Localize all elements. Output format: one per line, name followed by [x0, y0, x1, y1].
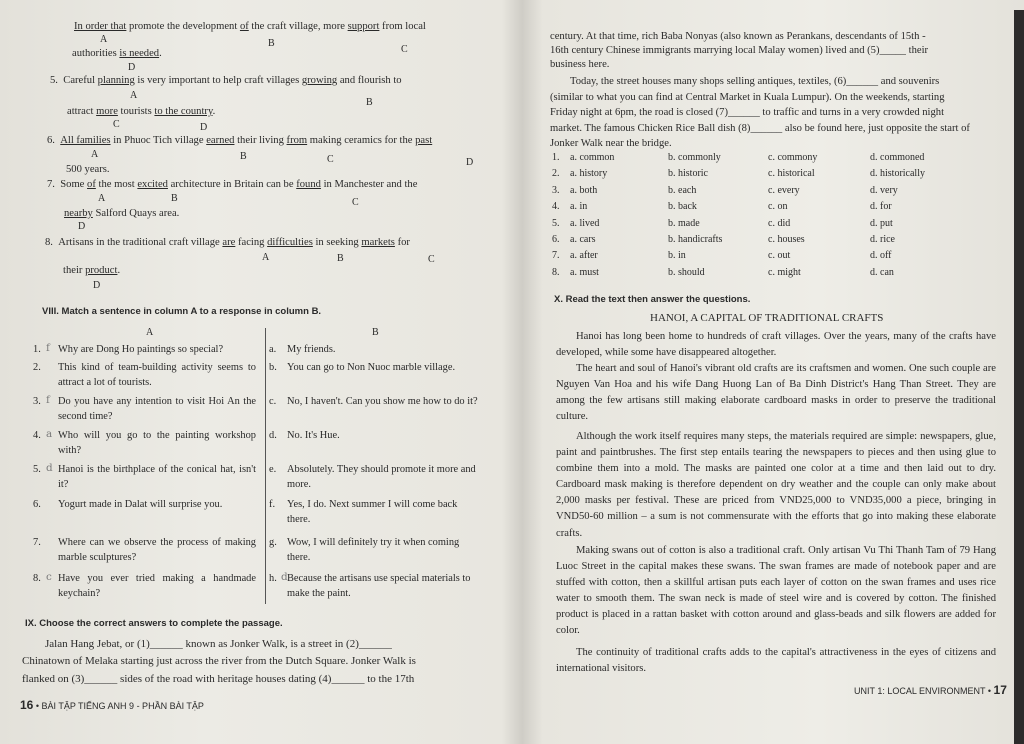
reading-paragraph: The heart and soul of Hanoi's vibrant old crafts are its craftsmen and women. One such couple are Nguyen Van Hoa and his wife Dang Huong Lan of Ba Dinh District's Hang Than Street. They are among the few artisans still making elaborate cardboard masks in order to preserve the traditional culture.	[556, 363, 996, 423]
match-a-text: Where can we observe the process of making marble sculptures?	[58, 537, 256, 563]
option-a: a. in	[570, 201, 588, 213]
q6-label-a: A	[91, 149, 99, 160]
option-c: c. commony	[768, 152, 818, 163]
q6-label-d: D	[466, 157, 474, 168]
section-9-title: IX. Choose the correct answers to complete the passage.	[25, 618, 283, 629]
option-a: a. cars	[570, 234, 596, 245]
q5-label-d: D	[200, 122, 208, 133]
option-d: d. historically	[870, 168, 925, 180]
handwritten-answer: f	[46, 394, 50, 406]
option-number: 6.	[552, 234, 560, 245]
q5-label-c: C	[113, 119, 120, 130]
match-a-text: This kind of team-building activity seems to attract a lot of tourists.	[58, 362, 256, 388]
q8-label-d: D	[93, 280, 101, 291]
q8-line1: 8. Artisans in the traditional craft village are facing difficulties in seeking markets for	[45, 237, 410, 248]
option-number: 7.	[552, 250, 560, 262]
option-d: d. put	[870, 217, 893, 229]
match-a-number: 5.	[33, 464, 41, 475]
q8-line2: their product.	[63, 265, 121, 276]
match-b-text: You can go to Non Nuoc marble village.	[287, 362, 456, 373]
q7-label-c: C	[352, 197, 359, 208]
match-b-letter: c.	[269, 396, 277, 407]
option-d: d. very	[870, 184, 898, 196]
reading-paragraph: Although the work itself requires many steps, the materials required are simple: newspapers, glue, paint and paintbrushes. The first step entails tearing the newspapers to pieces and then using glue to combine them into a mold. The masks are painted one color at a time and then laid out to dry. Cardboard mask making is therefore dependent on dry weather and the couple can only make about 2,000 masks per festival. These are priced from VND25,000 to VND35,000 a piece, bringing in VND50-60 million – a sum is not commensurate with the efforts that go into making these elaborate crafts.	[556, 431, 996, 539]
q4-label-d: D	[128, 62, 136, 73]
option-a: a. both	[570, 184, 598, 196]
column-a-header: A	[146, 327, 154, 338]
q4-line1: In order that promote the development of the craft village, more support from local	[74, 21, 426, 32]
handwritten-answer: d	[46, 462, 53, 474]
left-footer: 16 • BÀI TẬP TIẾNG ANH 9 - PHẦN BÀI TẬP	[20, 698, 204, 712]
option-b: b. made	[668, 217, 700, 229]
handwritten-answer: d	[281, 571, 288, 583]
passage-line-3: flanked on (3)______ sides of the road with heritage houses dating (4)______ to the 17th	[22, 673, 415, 685]
match-b-text: Wow, I will definitely try it when coming there.	[287, 537, 460, 563]
option-d: d. commoned	[870, 152, 925, 163]
q6-line2: 500 years.	[66, 164, 110, 175]
passage-cont-line-1: century. At that time, rich Baba Nonyas (also known as Perankans, descendants of 15th -	[550, 31, 926, 42]
match-b-text: My friends.	[287, 344, 336, 355]
match-b-letter: b.	[269, 362, 277, 373]
handwritten-answer: c	[46, 571, 52, 583]
option-b: b. in	[668, 250, 686, 262]
option-d: d. rice	[870, 234, 895, 245]
passage-cont-line-3: business here.	[550, 59, 610, 70]
q8-label-b: B	[337, 253, 344, 264]
q5-label-a: A	[130, 90, 138, 101]
match-b-letter: h.	[269, 573, 277, 584]
q6-line1: 6. All families in Phuoc Tich village earned their living from making ceramics for the past	[47, 135, 433, 146]
q8-label-a: A	[262, 252, 270, 263]
option-b: b. handicrafts	[668, 234, 723, 245]
page-number-right: 17	[993, 683, 1007, 697]
option-number: 8.	[552, 266, 560, 278]
q7-label-a: A	[98, 193, 106, 204]
q4-line2: authorities is needed.	[72, 48, 162, 59]
option-d: d. off	[870, 250, 892, 262]
handwritten-answer: a	[46, 428, 53, 440]
option-d: d. can	[870, 266, 894, 278]
passage-line-2: Chinatown of Melaka starting just across the river from the Dutch Square. Jonker Walk is	[22, 655, 416, 667]
option-number: 2.	[552, 168, 560, 180]
match-a-number: 1.	[33, 344, 41, 355]
match-a-number: 7.	[33, 537, 41, 548]
match-a-number: 4.	[33, 430, 41, 441]
match-b-letter: f.	[269, 499, 276, 510]
option-b: b. should	[668, 266, 705, 278]
match-b-text: No. It's Hue.	[287, 430, 340, 441]
match-a-number: 2.	[33, 362, 41, 373]
option-a: a. common	[570, 152, 615, 163]
option-a: a. history	[570, 168, 608, 180]
reading-paragraph: Making swans out of cotton is also a traditional craft. Only artisan Vu Thi Thanh Tam of 79 Hang Luoc Street in the capital makes these swans. The swan frames are made of notebook paper and are stuffed with cotton, then a skillful artisan puts each layer of cotton on the swan frames and uses rice water to smooth them. The swan neck is made of steel wire and is covered by cotton. The finished product is placed in a rattan basket with cotton around and glass-beads and silk flowers are added for color.	[556, 545, 996, 637]
passage-paragraph-2: Today, the street houses many shops selling antiques, textiles, (6)______ and souvenirs (similar to what you can find at Central Market in Kuala Lumpur). On the weekends, starting Friday night at 6pm, the road is closed (7)______ to traffic and turns in a very crowded night market. The famous Chicken Rice Ball dish (8)______ also be found here, just opposite the start of Jonker Walk near the bridge.	[550, 76, 970, 149]
option-c: c. houses	[768, 234, 805, 245]
match-b-text: Because the artisans use special materials to make the paint.	[287, 573, 471, 599]
option-b: b. each	[668, 184, 697, 196]
option-d: d. for	[870, 201, 892, 213]
reading-paragraph: Hanoi has long been home to hundreds of craft villages. Over the years, many of the crafts have developed, while some have disappeared altogether.	[556, 331, 996, 359]
option-number: 5.	[552, 217, 560, 229]
handwritten-answer: f	[46, 342, 50, 354]
q4-label-a: A	[100, 34, 108, 45]
option-c: c. on	[768, 201, 788, 213]
section-10-title: X. Read the text then answer the questions.	[554, 294, 751, 305]
q5-line1: 5. Careful planning is very important to help craft villages growing and flourish to	[50, 75, 402, 86]
passage-line-1: Jalan Hang Jebat, or (1)______ known as Jonker Walk, is a street in (2)______	[45, 638, 392, 650]
q4-label-c: C	[401, 44, 408, 55]
q7-line1: 7. Some of the most excited architecture in Britain can be found in Manchester and the	[47, 179, 418, 190]
option-b: b. commonly	[668, 152, 721, 163]
option-b: b. back	[668, 201, 697, 213]
q4-label-b: B	[268, 38, 275, 49]
right-page	[520, 0, 1024, 744]
match-b-text: Absolutely. They should promote it more and more.	[287, 464, 476, 490]
reading-paragraph: The continuity of traditional crafts adds to the capital's attractiveness in the eyes of citizens and international visitors.	[556, 647, 996, 675]
option-c: c. historical	[768, 168, 815, 180]
column-divider	[265, 328, 266, 604]
q7-label-d: D	[78, 221, 86, 232]
q6-label-b: B	[240, 151, 247, 162]
match-a-text: Do you have any intention to visit Hoi An the second time?	[58, 396, 256, 422]
option-number: 3.	[552, 184, 560, 196]
match-a-number: 6.	[33, 499, 41, 510]
match-a-number: 3.	[33, 396, 41, 407]
q5-label-b: B	[366, 97, 373, 108]
match-b-text: Yes, I do. Next summer I will come back there.	[287, 499, 458, 525]
match-a-text: Why are Dong Ho paintings so special?	[58, 344, 224, 355]
option-a: a. must	[570, 266, 599, 278]
passage-cont-line-2: 16th century Chinese immigrants marrying local Malay women) lived and (5)_____ their	[550, 45, 929, 56]
q8-label-c: C	[428, 254, 435, 265]
q7-line2: nearby Salford Quays area.	[64, 208, 180, 219]
column-b-header: B	[372, 327, 379, 338]
match-b-text: No, I haven't. Can you show me how to do it?	[287, 396, 478, 407]
q6-label-c: C	[327, 154, 334, 165]
option-c: c. did	[768, 217, 791, 229]
match-b-letter: g.	[269, 537, 277, 548]
q5-line2: attract more tourists to the country.	[67, 106, 216, 117]
match-b-letter: a.	[269, 344, 277, 355]
page-edge	[1014, 10, 1024, 744]
option-number: 4.	[552, 201, 560, 213]
match-b-letter: e.	[269, 464, 277, 475]
option-b: b. historic	[668, 168, 708, 180]
option-a: a. after	[570, 250, 598, 262]
match-a-text: Hanoi is the birthplace of the conical hat, isn't it?	[58, 464, 256, 490]
match-a-text: Have you ever tried making a handmade keychain?	[58, 573, 256, 599]
option-c: c. every	[768, 184, 800, 196]
page-number-left: 16	[20, 698, 34, 712]
match-a-number: 8.	[33, 573, 41, 584]
option-a: a. lived	[570, 217, 600, 229]
match-a-text: Yogurt made in Dalat will surprise you.	[58, 499, 223, 510]
section-8-title: VIII. Match a sentence in column A to a response in column B.	[42, 306, 322, 317]
option-c: c. out	[768, 250, 791, 262]
right-footer: UNIT 1: LOCAL ENVIRONMENT • 17	[854, 683, 1007, 697]
option-c: c. might	[768, 266, 801, 278]
reading-title: HANOI, A CAPITAL OF TRADITIONAL CRAFTS	[650, 312, 884, 324]
option-number: 1.	[552, 152, 560, 163]
match-b-letter: d.	[269, 430, 277, 441]
q7-label-b: B	[171, 193, 178, 204]
match-a-text: Who will you go to the painting workshop with?	[58, 430, 256, 456]
